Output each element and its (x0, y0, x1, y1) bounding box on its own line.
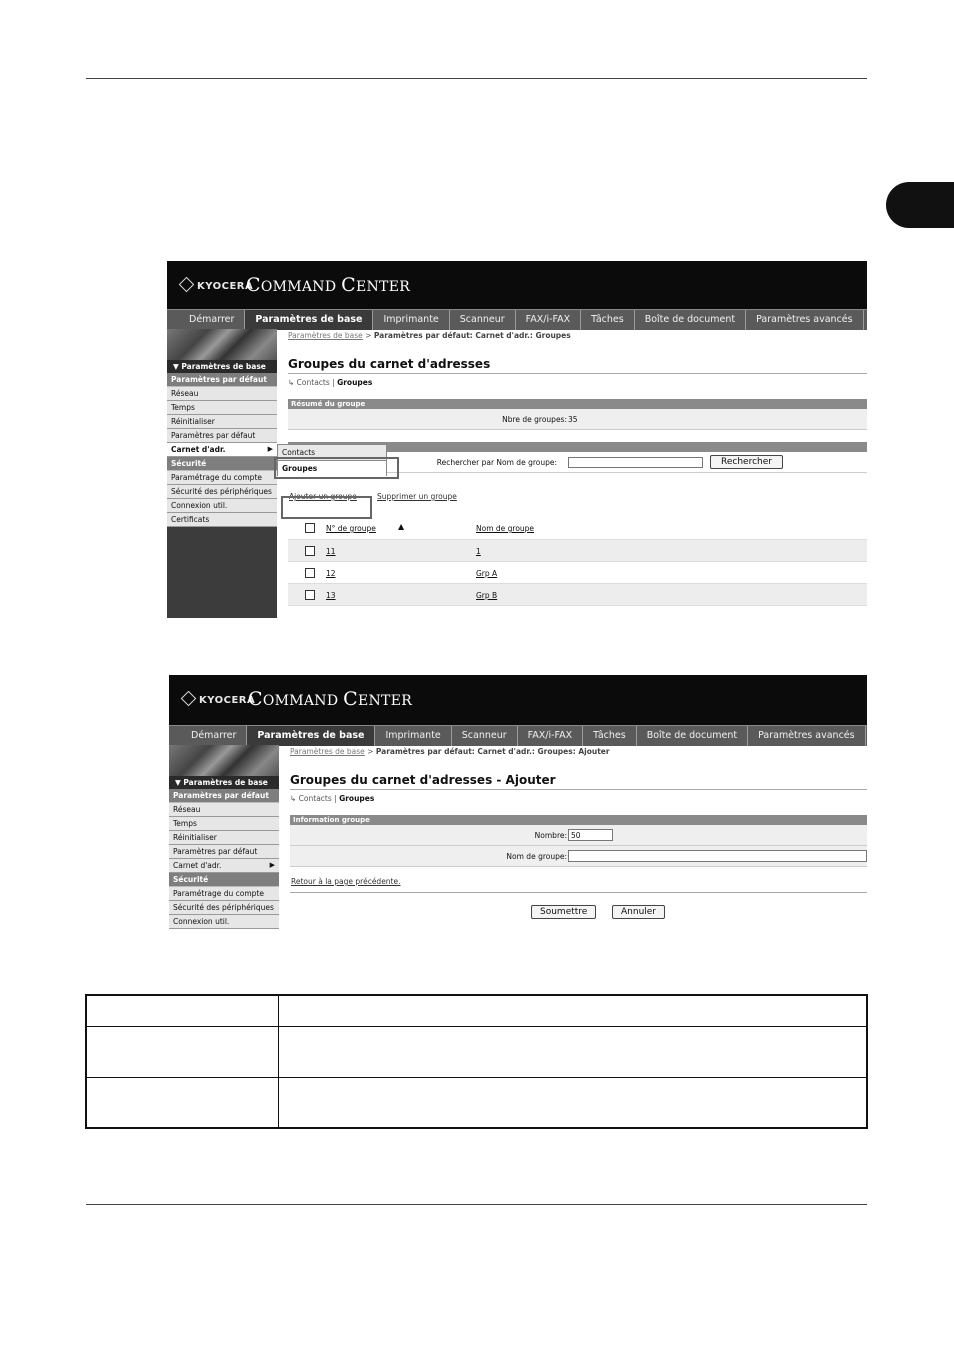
app-header (167, 261, 867, 309)
sidebar-item-reinitialiser[interactable]: Réinitialiser (167, 415, 277, 429)
sidebar (169, 745, 279, 929)
app-title: COMMAND CENTER (248, 688, 413, 710)
sidebar-section-defaults[interactable]: Paramètres par défaut (169, 789, 279, 803)
brand-text: KYOCERA (199, 695, 256, 706)
breadcrumb: Paramètres de base > Paramètres par défaut: Carnet d'adr.: Groupes: Ajouter (290, 747, 610, 756)
tab-scanneur[interactable]: Scanneur (452, 726, 518, 746)
sidebar-banner-image (167, 329, 277, 360)
kyocera-logo (183, 693, 255, 706)
description-table (85, 994, 868, 1129)
sub-nav: ↳ Contacts | Groupes (288, 378, 373, 387)
col-number-header[interactable]: N° de groupe (326, 524, 376, 533)
top-rule (86, 78, 867, 79)
kyocera-mark-icon (181, 691, 197, 707)
group-number-link[interactable]: 13 (326, 591, 336, 600)
sidebar-item-reseau[interactable]: Réseau (169, 803, 279, 817)
table-cell (279, 995, 868, 1026)
app-header (169, 675, 867, 725)
screenshot-groups-list (167, 261, 867, 618)
sidebar (167, 329, 277, 618)
sidebar-item-certificats[interactable]: Certificats (167, 513, 277, 527)
sub-nav: ↳ Contacts | Groupes (290, 794, 375, 803)
group-name-link[interactable]: Grp A (476, 569, 498, 578)
sidebar-item-reseau[interactable]: Réseau (167, 387, 277, 401)
sidebar-item-reinitialiser[interactable]: Réinitialiser (169, 831, 279, 845)
table-cell (279, 1077, 868, 1128)
sidebar-item-connexion[interactable]: Connexion util. (169, 915, 279, 929)
info-header: Information groupe (290, 815, 867, 825)
delete-group-link[interactable]: Supprimer un groupe (377, 492, 457, 501)
kyocera-logo (181, 279, 253, 292)
sidebar-item-securite-peripheriques[interactable]: Sécurité des périphériques (169, 901, 279, 915)
table-header (288, 517, 867, 540)
number-input[interactable]: 50 (568, 829, 613, 841)
search-button[interactable]: Rechercher (710, 455, 783, 469)
tab-imprimante[interactable]: Imprimante (375, 726, 451, 746)
sidebar-section-securite[interactable]: Sécurité (167, 457, 277, 471)
group-number-link[interactable]: 12 (326, 569, 336, 578)
tab-fax[interactable]: FAX/i-FAX (518, 726, 583, 746)
tab-scanneur[interactable]: Scanneur (450, 310, 516, 330)
tab-parametres-de-base[interactable]: Paramètres de base (245, 310, 373, 330)
sidebar-item-securite-peripheriques[interactable]: Sécurité des périphériques (167, 485, 277, 499)
sub-nav-contacts[interactable]: Contacts (296, 378, 330, 387)
group-name-input[interactable] (568, 850, 867, 862)
search-label: Rechercher par Nom de groupe: (436, 458, 557, 467)
back-link[interactable]: Retour à la page précédente. (291, 877, 401, 886)
table-cell (279, 1026, 868, 1077)
sidebar-item-parametres-par-defaut[interactable]: Paramètres par défaut (169, 845, 279, 859)
count-row (288, 409, 867, 430)
breadcrumb: Paramètres de base > Paramètres par défaut: Carnet d'adr.: Groupes (288, 331, 571, 340)
table-cell (86, 995, 279, 1026)
kyocera-mark-icon (179, 277, 195, 293)
main-nav (167, 309, 867, 330)
main-content (290, 745, 867, 923)
bottom-rule (86, 1204, 867, 1205)
sidebar-item-compte[interactable]: Paramétrage du compte (167, 471, 277, 485)
tab-taches[interactable]: Tâches (583, 726, 637, 746)
tab-parametres-avances[interactable]: Paramètres avancés (746, 310, 864, 330)
table-cell (86, 1077, 279, 1128)
add-group-link[interactable]: Ajouter un groupe (289, 492, 357, 501)
tab-boite-de-document[interactable]: Boîte de document (635, 310, 746, 330)
sidebar-group-header[interactable]: ▼ Paramètres de base (167, 360, 277, 373)
table-row (288, 540, 867, 562)
group-name-link[interactable]: Grp B (476, 591, 498, 600)
screenshot-add-group (169, 675, 867, 941)
sort-up-icon[interactable]: ▲ (398, 522, 405, 531)
sidebar-item-temps[interactable]: Temps (167, 401, 277, 415)
chevron-right-icon: ▶ (269, 861, 275, 869)
tab-imprimante[interactable]: Imprimante (373, 310, 449, 330)
number-label: Nombre: (534, 831, 567, 840)
sidebar-item-temps[interactable]: Temps (169, 817, 279, 831)
sub-nav-contacts[interactable]: Contacts (298, 794, 332, 803)
page-title: Groupes du carnet d'adresses - Ajouter (290, 773, 867, 790)
number-row (290, 825, 867, 846)
tab-taches[interactable]: Tâches (581, 310, 635, 330)
count-value: 35 (568, 415, 578, 424)
tab-parametres-avances[interactable]: Paramètres avancés (748, 726, 866, 746)
sidebar-group-header[interactable]: ▼ Paramètres de base (169, 776, 279, 789)
name-label: Nom de groupe: (506, 852, 567, 861)
breadcrumb-link[interactable]: Paramètres de base (290, 747, 365, 756)
tab-boite-de-document[interactable]: Boîte de document (637, 726, 748, 746)
table-row (288, 584, 867, 606)
count-label: Nbre de groupes: (502, 415, 567, 424)
table-cell (86, 1026, 279, 1077)
row-checkbox[interactable] (305, 590, 315, 600)
name-row (290, 846, 867, 867)
sidebar-section-securite[interactable]: Sécurité (169, 873, 279, 887)
sidebar-banner-image (169, 745, 279, 776)
main-nav (169, 725, 867, 746)
sidebar-item-carnet[interactable]: Carnet d'adr. ▶ (167, 443, 277, 457)
cancel-button[interactable]: Annuler (612, 905, 665, 919)
tab-demarrer[interactable]: Démarrer (169, 726, 247, 746)
col-name-header[interactable]: Nom de groupe (476, 524, 535, 533)
sidebar-item-parametres-par-defaut[interactable]: Paramètres par défaut (167, 429, 277, 443)
select-all-checkbox[interactable] (305, 523, 315, 533)
chevron-right-icon: ▶ (267, 445, 273, 453)
highlight-groupes (274, 457, 399, 479)
highlight-add-group (281, 496, 372, 519)
breadcrumb-link[interactable]: Paramètres de base (288, 331, 363, 340)
submit-button[interactable]: Soumettre (531, 905, 596, 919)
row-checkbox[interactable] (305, 568, 315, 578)
app-title: COMMAND CENTER (246, 274, 411, 296)
brand-text: KYOCERA (197, 281, 254, 292)
sidebar-item-carnet[interactable]: Carnet d'adr. ▶ (169, 859, 279, 873)
summary-header: Résumé du groupe (288, 399, 867, 409)
chapter-tab-marker (886, 182, 954, 228)
sub-nav-groupes: Groupes (337, 378, 373, 387)
group-number-link[interactable]: 11 (326, 547, 336, 556)
sidebar-item-connexion[interactable]: Connexion util. (167, 499, 277, 513)
row-checkbox[interactable] (305, 546, 315, 556)
tab-parametres-de-base[interactable]: Paramètres de base (247, 726, 375, 746)
tab-demarrer[interactable]: Démarrer (167, 310, 245, 330)
page-title: Groupes du carnet d'adresses (288, 357, 867, 374)
group-name-link[interactable]: 1 (476, 547, 481, 556)
sidebar-item-compte[interactable]: Paramétrage du compte (169, 887, 279, 901)
search-input[interactable] (568, 457, 703, 468)
submenu-item-contacts[interactable]: Contacts (282, 448, 316, 457)
sidebar-section-defaults[interactable]: Paramètres par défaut (167, 373, 277, 387)
sub-nav-groupes: Groupes (339, 794, 375, 803)
table-row (288, 562, 867, 584)
tab-fax[interactable]: FAX/i-FAX (516, 310, 581, 330)
submenu-item-groupes[interactable]: Groupes (278, 460, 386, 476)
